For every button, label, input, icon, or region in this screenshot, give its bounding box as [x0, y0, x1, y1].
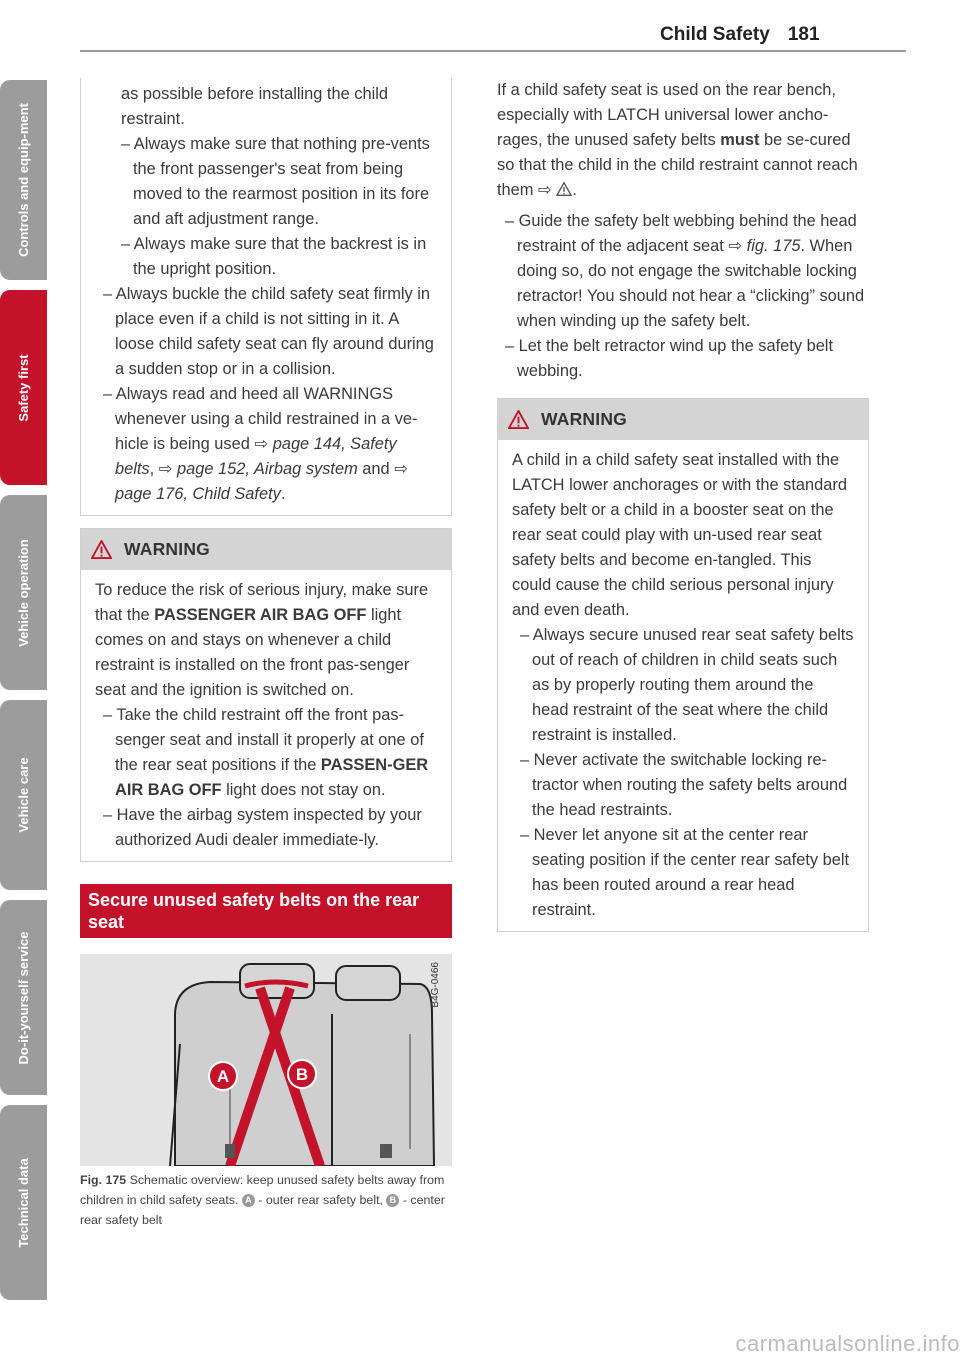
- step-item: – Let the belt retractor wind up the safety belt webbing.: [505, 337, 834, 380]
- warning-triangle-icon: [556, 182, 572, 196]
- tab-vehicle-care[interactable]: Vehicle care: [0, 700, 47, 890]
- tab-technical-data[interactable]: Technical data: [0, 1105, 47, 1300]
- watermark: carmanualsonline.info: [735, 1331, 960, 1356]
- right-column: [497, 78, 869, 932]
- warning-triangle-icon: [508, 410, 529, 429]
- list-item: – Always read and heed all WARNINGS whenever using a child restrained in a ve-hicle is being used ⇨ page 144, Safety belts, ⇨ page 152, Airbag system and ⇨ page 176, Child Safety.: [103, 385, 418, 503]
- list-item: – Never let anyone sit at the center rear seating position if the center rear safety belt has been routed around a rear head restraint.: [520, 826, 850, 919]
- left-column: [80, 78, 452, 1230]
- warning-triangle-icon: [91, 540, 112, 559]
- warning-text: A child in a child safety seat installed with the LATCH lower anchorages or with the standard safety belt or a child in a booster seat on the rear seat could play with un-used rear seat safety belts and become en-tangled. This could cause the child serious personal injury and even death.: [512, 451, 847, 619]
- section-title: Child Safety: [660, 24, 770, 45]
- list-item: – Always buckle the child safety seat firmly in place even if a child is not sitting in it. A loose child safety seat can fly around during a sudden stop or in a collision.: [103, 285, 434, 378]
- figure-label-b: B: [295, 1065, 309, 1084]
- warning-header: [81, 529, 451, 570]
- seat-belt-illustration: [80, 954, 452, 1166]
- tab-safety-first[interactable]: Safety first: [0, 290, 47, 485]
- warning-title: WARNING: [124, 539, 210, 559]
- section-heading: Secure unused safety belts on the rear seat: [80, 884, 452, 938]
- warning-header: [498, 399, 868, 440]
- list-item: – Always make sure that the backrest is in the upright position.: [121, 235, 427, 278]
- tab-do-it-yourself[interactable]: Do-it-yourself service: [0, 900, 47, 1095]
- page-number: 181: [787, 24, 820, 45]
- continued-box: [80, 78, 452, 516]
- warning-text: To reduce the risk of serious injury, make sure that the PASSENGER AIR BAG OFF light comes on and stays on whenever a child restraint is installed on the front pas-senger seat and the ignition is switched on.: [95, 581, 429, 699]
- header-rule: [80, 50, 906, 52]
- intro-paragraph: If a child safety seat is used on the rear bench, especially with LATCH universal lower ancho-rages, the unused safety belts must be se-cured so that the child in the child restraint cannot reach them ⇨ .: [497, 81, 858, 199]
- page-link[interactable]: ⇨ page 176, Child Safety: [115, 460, 408, 503]
- tab-controls[interactable]: Controls and equip-ment: [0, 80, 47, 280]
- warning-box: [497, 398, 869, 932]
- figure-seat-belts: [80, 954, 452, 1166]
- figure-link[interactable]: ⇨ fig. 175: [728, 237, 801, 255]
- page-header: [660, 24, 820, 46]
- label-b-icon: B: [386, 1194, 399, 1207]
- list-item: – Always make sure that nothing pre-vents the front passenger's seat from being moved to the rearmost position in its fore and aft adjustment range.: [121, 135, 430, 228]
- figure-code: B4G-0466: [430, 962, 441, 1008]
- tab-vehicle-operation[interactable]: Vehicle operation: [0, 495, 47, 690]
- page-link[interactable]: ⇨ page 144, Safety belts: [115, 435, 397, 478]
- label-a-icon: A: [242, 1194, 255, 1207]
- list-item: – Take the child restraint off the front pas-senger seat and install it properly at one of the rear seat positions if the PASSEN-GER AIR BAG OFF light does not stay on.: [103, 706, 429, 799]
- figure-label-a: A: [216, 1067, 230, 1086]
- warning-title: WARNING: [541, 409, 627, 429]
- warning-box: [80, 528, 452, 862]
- list-item: – Always secure unused rear seat safety belts out of reach of children in child seats such as by properly routing them around the head restraint of the seat where the child restraint is installed.: [520, 626, 854, 744]
- list-item: – Never activate the switchable locking re-tractor when routing the safety belts around the head restraints.: [520, 751, 848, 819]
- list-item: – Have the airbag system inspected by your authorized Audi dealer immediate-ly.: [103, 806, 422, 849]
- step-item: – Guide the safety belt webbing behind the head restraint of the adjacent seat ⇨ fig. 175. When doing so, do not engage the switchable locking retractor! You should not hear a “clicking” sound when winding up the safety belt.: [505, 212, 865, 330]
- page-link[interactable]: ⇨ page 152, Airbag system: [158, 460, 358, 478]
- figure-caption: Fig. 175 Schematic overview: keep unused safety belts away from children in child safety seats. A - outer rear safety belt, B - center rear safety belt: [80, 1173, 445, 1227]
- intro-continued: as possible before installing the child restraint.: [121, 85, 388, 128]
